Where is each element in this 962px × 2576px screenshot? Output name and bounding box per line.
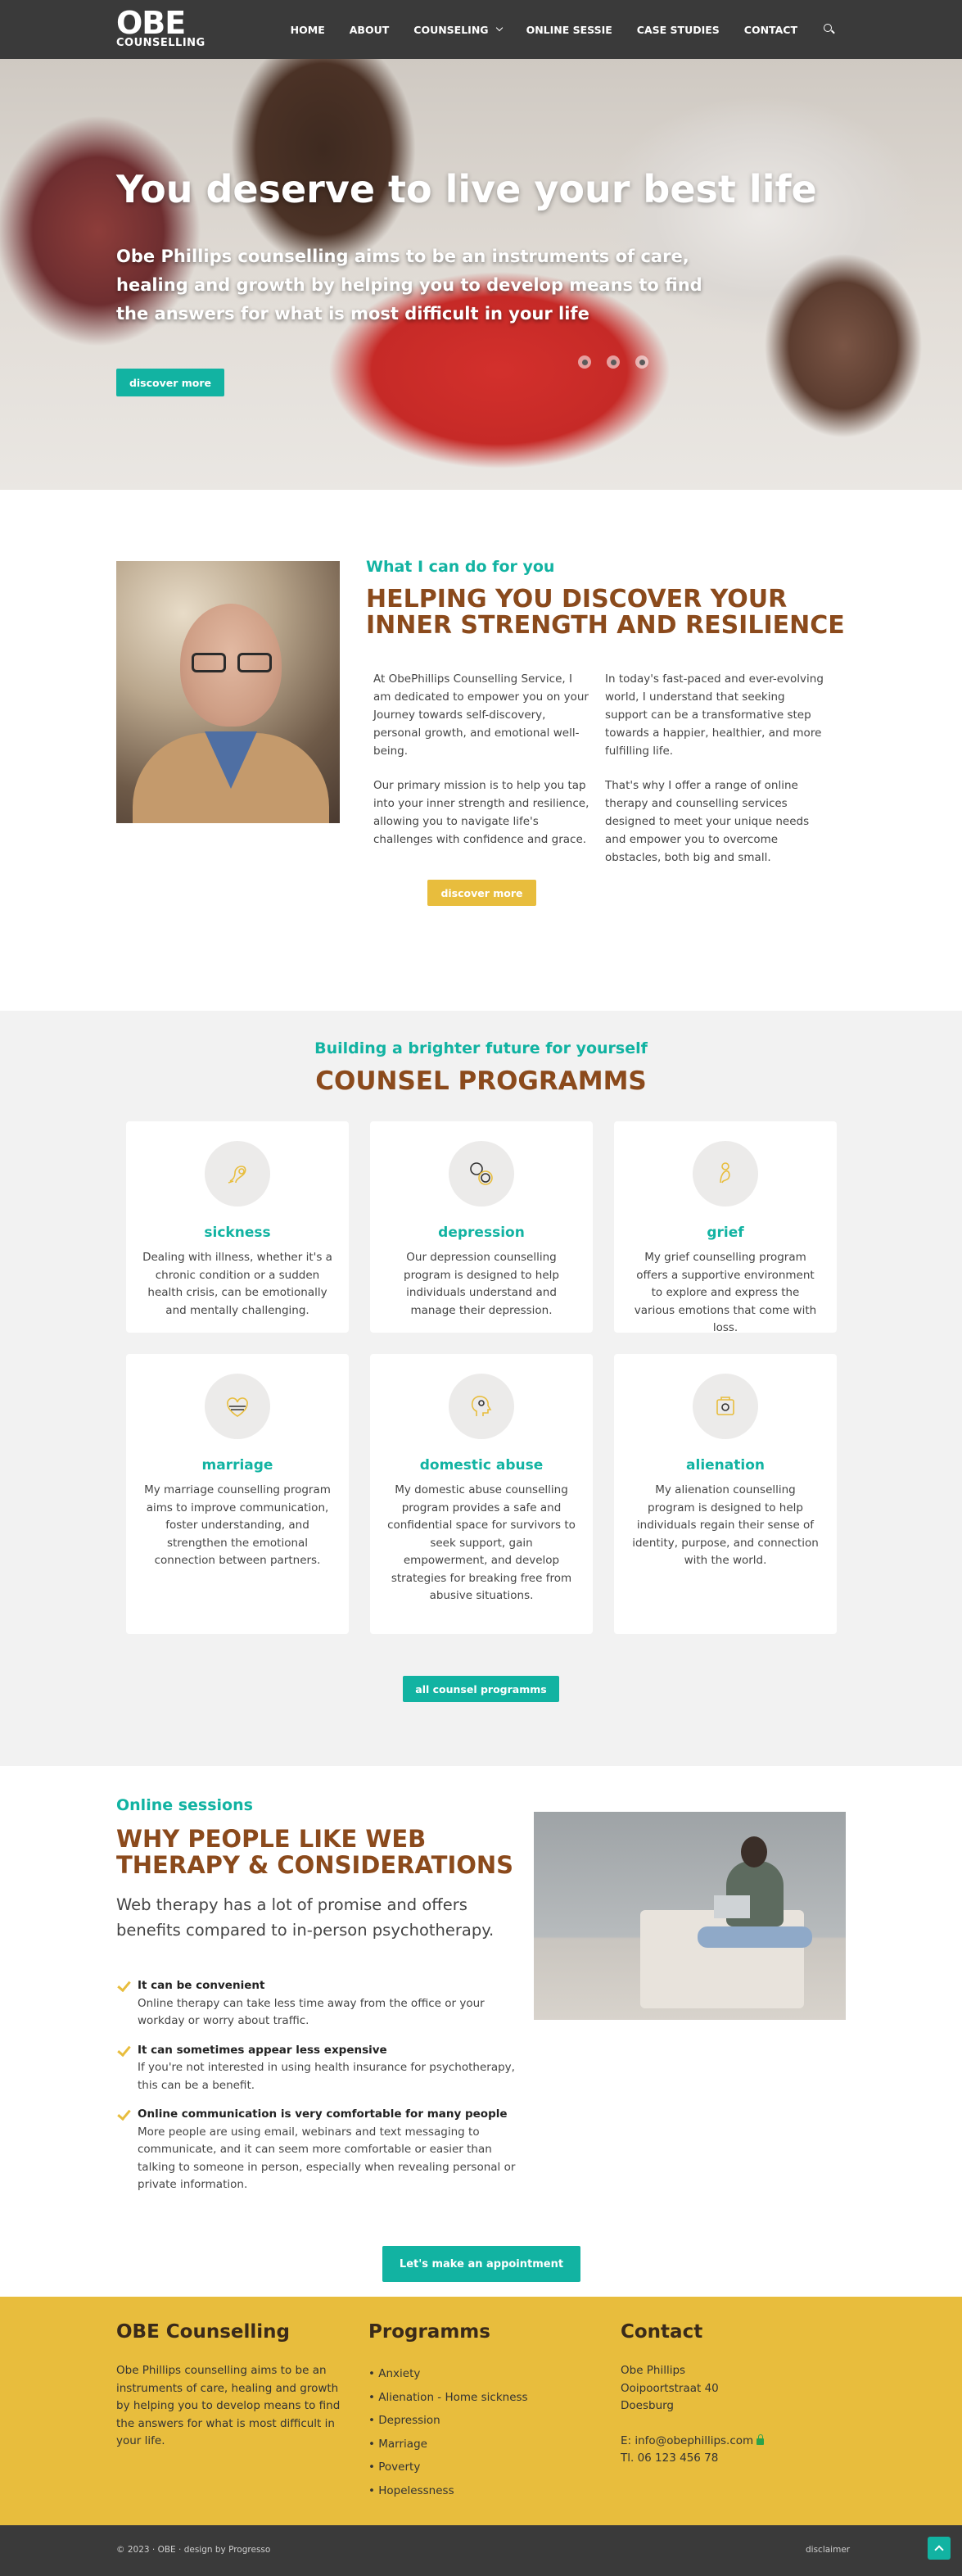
slider-dot-1[interactable] bbox=[578, 355, 591, 369]
bottom-bar bbox=[0, 2525, 962, 2576]
portrait-glasses bbox=[192, 653, 272, 672]
copyright-text: © 2023 · OBE · design by Progresso bbox=[116, 2545, 271, 2555]
program-card-title: sickness bbox=[204, 1225, 271, 1241]
contact-phone[interactable]: Tl. 06 123 456 78 bbox=[621, 2452, 719, 2465]
program-card-text: Our depression counselling program is designed to help individuals understand and manage their depression. bbox=[404, 1251, 559, 1317]
programs-kicker: Building a brighter future for yourself bbox=[314, 1039, 648, 1057]
program-card-text: My grief counselling program offers a supportive environment to explore and express the various emotions that come with loss. bbox=[634, 1251, 817, 1334]
program-card-text: My domestic abuse counselling program provides a safe and confidential space for survivors to seek support, gain empowerment, and develop strategies for breaking free from abusive situations. bbox=[387, 1483, 576, 1602]
online-kicker: Online sessions bbox=[116, 1796, 253, 1814]
site-header bbox=[0, 0, 962, 59]
benefit-text: More people are using email, webinars and text messaging to communicate, and it can seem more comfortable or easier than talking to someone in person, especially when revealing personal or private information. bbox=[138, 2125, 516, 2191]
footer-program-link[interactable]: • Marriage bbox=[368, 2433, 598, 2456]
check-icon bbox=[116, 1977, 138, 1994]
search-icon[interactable] bbox=[824, 24, 835, 35]
back-to-top-icon[interactable] bbox=[928, 2537, 951, 2560]
contact-name: Obe Phillips bbox=[621, 2364, 686, 2377]
footer-program-link[interactable]: • Hopelessness bbox=[368, 2479, 598, 2503]
slider-dot-2[interactable] bbox=[607, 355, 620, 369]
benefit-item bbox=[116, 2106, 517, 2194]
logo-sub-text: COUNSELLING bbox=[116, 37, 205, 49]
benefit-title: Online communication is very comfortable for many people bbox=[138, 2107, 508, 2121]
nav-home[interactable]: HOME bbox=[290, 23, 325, 36]
program-card-title: depression bbox=[438, 1225, 525, 1241]
footer-contact bbox=[621, 2321, 850, 2468]
contact-street: Ooipoortstraat 40 bbox=[621, 2381, 719, 2395]
benefit-item bbox=[116, 2042, 517, 2095]
nav-contact[interactable]: CONTACT bbox=[743, 23, 797, 36]
footer-program-link[interactable]: • Poverty bbox=[368, 2456, 598, 2479]
main-nav bbox=[266, 0, 835, 59]
hero-slider bbox=[0, 59, 962, 490]
online-therapy-photo bbox=[534, 1812, 846, 2020]
programs-title: COUNSEL PROGRAMMS bbox=[315, 1066, 647, 1096]
benefits-list bbox=[116, 1977, 517, 2206]
site-logo[interactable] bbox=[116, 5, 205, 49]
alienation-icon bbox=[693, 1374, 758, 1439]
check-icon bbox=[116, 2106, 138, 2122]
program-card-text: Dealing with illness, whether it's a chronic condition or a sudden health crisis, can be emotionally and mentally challenging. bbox=[142, 1251, 332, 1317]
nav-case-studies[interactable]: CASE STUDIES bbox=[636, 23, 720, 36]
benefit-text: Online therapy can take less time away from the office or your workday or worry about traffic. bbox=[138, 1996, 485, 2027]
about-column-right bbox=[605, 670, 824, 883]
logo-main-text: OBE bbox=[116, 5, 186, 41]
footer-programs-title: Programms bbox=[368, 2321, 490, 2343]
lock-icon bbox=[757, 2438, 764, 2445]
program-card-depression[interactable] bbox=[370, 1121, 593, 1333]
contact-email[interactable]: E: info@obephillips.com bbox=[621, 2433, 754, 2447]
nav-about[interactable]: ABOUT bbox=[349, 23, 390, 36]
footer-program-link[interactable]: • Alienation - Home sickness bbox=[368, 2386, 598, 2410]
chevron-down-icon bbox=[495, 25, 502, 31]
program-card-title: grief bbox=[707, 1225, 744, 1241]
programs-section bbox=[0, 1011, 962, 1766]
program-card-marriage[interactable] bbox=[126, 1354, 349, 1634]
footer-about-title: OBE Counselling bbox=[116, 2321, 291, 2343]
appointment-button[interactable]: Let's make an appointment bbox=[382, 2246, 580, 2282]
about-kicker: What I can do for you bbox=[366, 558, 555, 576]
program-cards bbox=[126, 1121, 837, 1634]
program-card-sickness[interactable] bbox=[126, 1121, 349, 1333]
hero-subtitle: Obe Phillips counselling aims to be an instruments of care, healing and growth by helping you to develop means to find the answers for what is most difficult in your life bbox=[116, 247, 702, 324]
depression-icon bbox=[449, 1141, 514, 1207]
footer-about-text: Obe Phillips counselling aims to be an instruments of care, healing and growth by helping you to develop means to find the answers for what is most difficult in your life. bbox=[116, 2364, 341, 2447]
program-card-grief[interactable] bbox=[614, 1121, 837, 1333]
about-paragraph: In today's fast-paced and ever-evolving world, I understand that seeking support can be a transformative step towards a happier, healthier, and more fulfilling life. bbox=[605, 672, 824, 758]
all-programs-button[interactable]: all counsel programms bbox=[403, 1676, 559, 1702]
program-card-title: marriage bbox=[201, 1457, 273, 1474]
footer-programs-list bbox=[368, 2362, 598, 2502]
site-footer bbox=[0, 2297, 962, 2525]
footer-about bbox=[116, 2321, 354, 2451]
disclaimer-link[interactable]: disclaimer bbox=[806, 2545, 851, 2555]
slider-dots bbox=[578, 355, 664, 369]
program-card-domestic-abuse[interactable] bbox=[370, 1354, 593, 1634]
hero-title: You deserve to live your best life bbox=[116, 167, 817, 211]
footer-program-link[interactable]: • Anxiety bbox=[368, 2362, 598, 2386]
marriage-icon bbox=[205, 1374, 270, 1439]
about-paragraph: Our primary mission is to help you tap into your inner strength and resilience, allowing you to navigate life's challenges with confidence and grace. bbox=[373, 779, 589, 846]
online-lead: Web therapy has a lot of promise and offers benefits compared to in-person psychotherapy. bbox=[116, 1895, 495, 1940]
nav-counseling-label: COUNSELING bbox=[413, 23, 489, 36]
domestic-abuse-icon bbox=[449, 1374, 514, 1439]
about-paragraph: At ObePhillips Counselling Service, I am dedicated to empower you on your Journey towards self-discovery, personal growth, and emotional well-being. bbox=[373, 672, 589, 758]
benefit-item bbox=[116, 1977, 517, 2030]
benefit-title: It can sometimes appear less expensive bbox=[138, 2043, 387, 2057]
program-card-title: alienation bbox=[686, 1457, 765, 1474]
benefit-title: It can be convenient bbox=[138, 1979, 265, 1992]
hero-discover-button[interactable]: discover more bbox=[116, 369, 224, 396]
nav-counseling[interactable] bbox=[413, 24, 501, 36]
sickness-icon bbox=[205, 1141, 270, 1207]
about-paragraph: That's why I offer a range of online therapy and counselling services designed to meet your unique needs and empower you to overcome obstacles, both big and small. bbox=[605, 779, 810, 864]
nav-online-sessie[interactable]: ONLINE SESSIE bbox=[526, 23, 612, 36]
about-section bbox=[0, 490, 962, 1011]
counsellor-portrait bbox=[116, 561, 340, 823]
program-card-alienation[interactable] bbox=[614, 1354, 837, 1634]
online-title: WHY PEOPLE LIKE WEB THERAPY & CONSIDERATIONS bbox=[116, 1825, 514, 1879]
footer-programs bbox=[368, 2321, 598, 2502]
program-card-text: My marriage counselling program aims to improve communication, foster understanding, and strengthen the emotional connection between partners. bbox=[144, 1483, 331, 1567]
grief-icon bbox=[693, 1141, 758, 1207]
program-card-text: My alienation counselling program is designed to help individuals regain their sense of identity, purpose, and connection with the world. bbox=[632, 1483, 819, 1567]
about-discover-button[interactable]: discover more bbox=[427, 880, 536, 906]
slider-dot-3[interactable] bbox=[635, 355, 648, 369]
footer-contact-title: Contact bbox=[621, 2321, 703, 2343]
online-sessions-section bbox=[0, 1766, 962, 2297]
contact-city: Doesburg bbox=[621, 2399, 675, 2412]
program-card-title: domestic abuse bbox=[419, 1457, 544, 1474]
check-icon bbox=[116, 2042, 138, 2058]
footer-program-link[interactable]: • Depression bbox=[368, 2409, 598, 2433]
benefit-text: If you're not interested in using health insurance for psychotherapy, this can be a benefit. bbox=[138, 2061, 515, 2092]
about-column-left bbox=[373, 670, 593, 865]
about-title: HELPING YOU DISCOVER YOUR INNER STRENGTH AND RESILIENCE bbox=[366, 585, 845, 640]
